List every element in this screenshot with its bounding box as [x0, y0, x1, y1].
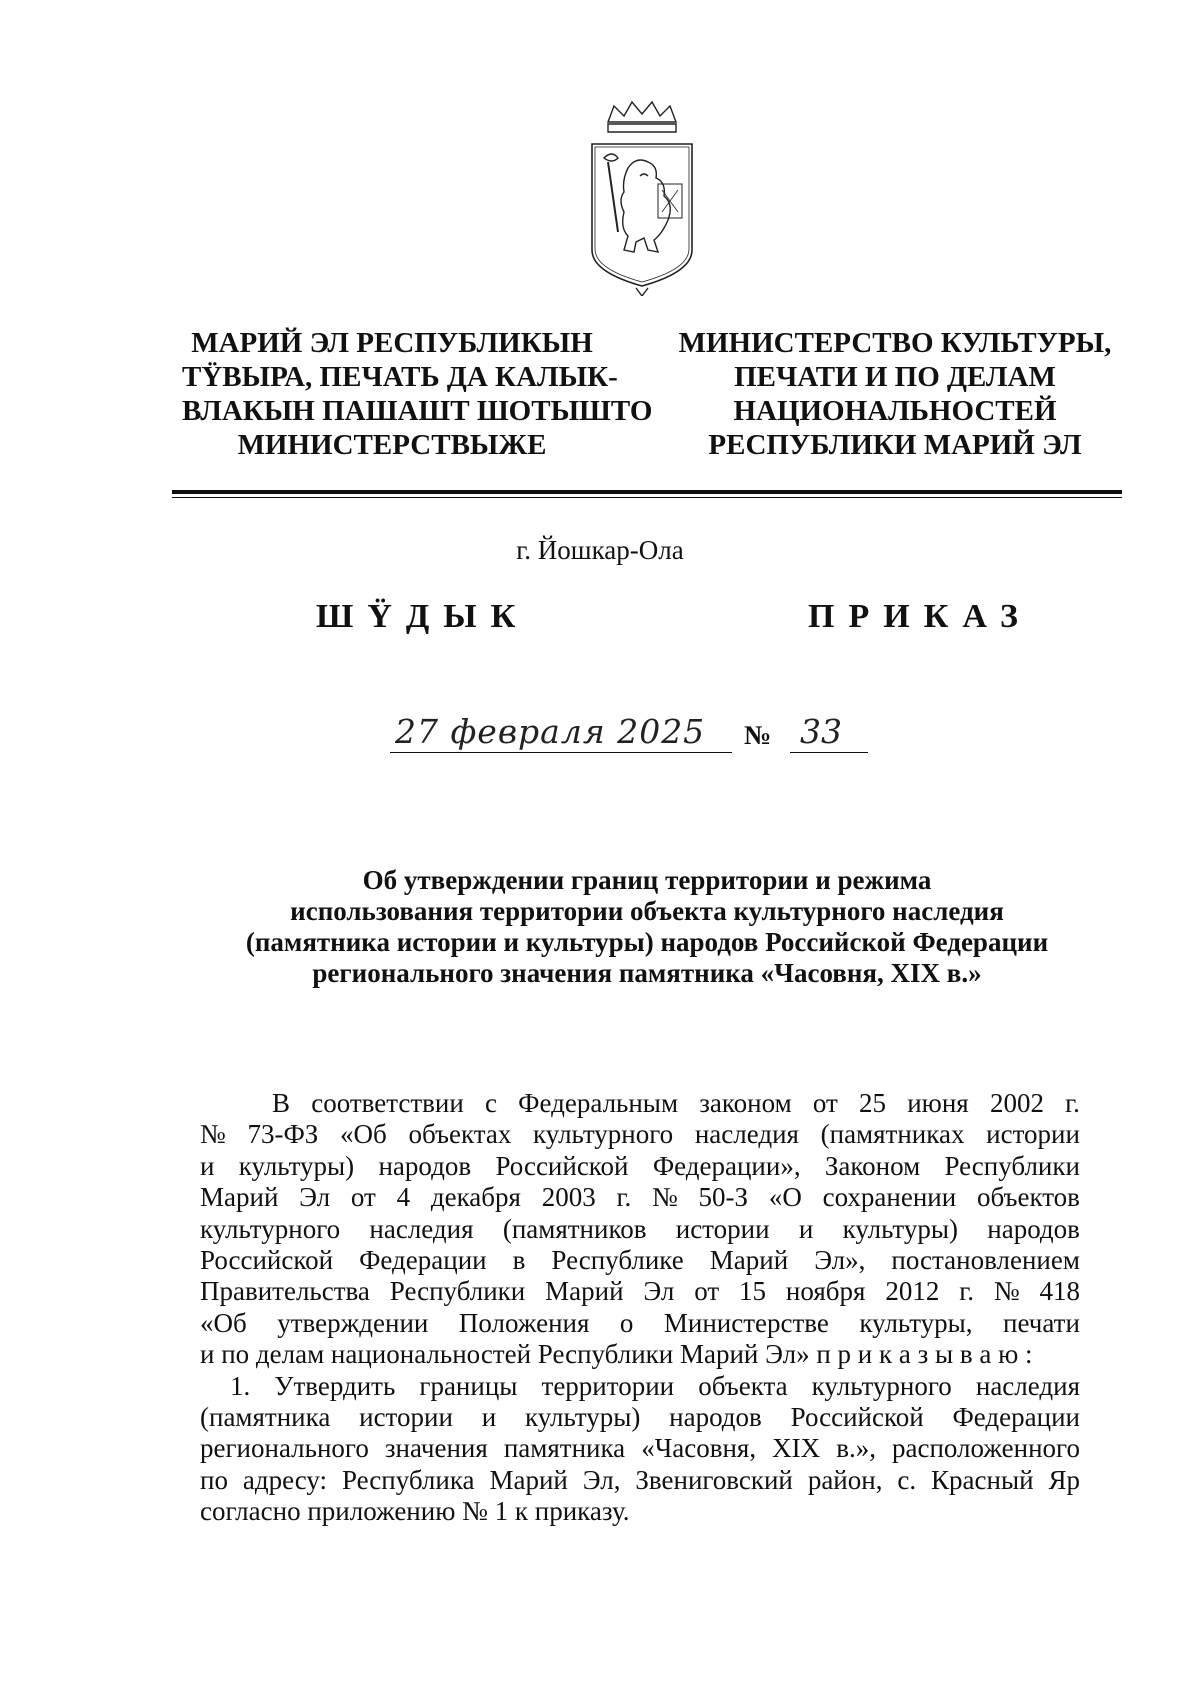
body-line: Правительства Республики Марий Эл от 15 ноября 2012 г. № 418 — [200, 1276, 1080, 1307]
header-left-line: ТŸВЫРА, ПЕЧАТЬ ДА КАЛЫК- — [182, 361, 618, 393]
title-line: Об утверждении границ территории и режима — [362, 865, 932, 895]
header-left-line: МИНИСТЕРСТВЫЖЕ — [237, 429, 547, 461]
coat-of-arms-emblem — [578, 100, 706, 296]
body-line: Российской Федерации в Республике Марий Эл», постановлением — [200, 1245, 1080, 1276]
doc-type-mari: ШŸДЫК — [316, 598, 530, 635]
body-line: 1. Утвердить границы территории объекта культурного наследия — [230, 1370, 1080, 1401]
number-sign: № — [744, 720, 772, 750]
title-line: использования территории объекта культурного наследия — [290, 896, 1004, 926]
title-line: регионального значения памятника «Часовня, XIX в.» — [312, 958, 982, 988]
ministry-name-russian — [670, 326, 1120, 462]
body-line: № 73-ФЗ «Об объектах культурного наследия (памятниках истории — [200, 1119, 1080, 1150]
number-underline — [790, 752, 868, 753]
header-divider-thick — [172, 490, 1122, 494]
doc-type-russian: ПРИКАЗ — [808, 598, 1032, 635]
ministry-name-mari — [182, 326, 653, 462]
body-line: и культуры) народов Российской Федерации», Законом Республики — [200, 1150, 1080, 1181]
header-left-line: МАРИЙ ЭЛ РЕСПУБЛИКЫН — [191, 327, 593, 359]
title-line: (памятника истории и культуры) народов Российской Федерации — [245, 927, 1049, 957]
order-title — [172, 865, 1122, 989]
handwritten-number: 33 — [800, 712, 842, 751]
body-line: «Об утверждении Положения о Министерстве культуры, печати — [200, 1307, 1080, 1338]
body-line: регионального значения памятника «Часовня, XIX в.», расположенного — [200, 1433, 1080, 1464]
date-underline — [390, 752, 732, 753]
body-line: Марий Эл от 4 декабря 2003 г. № 50-З «О сохранении объектов — [200, 1182, 1080, 1213]
header-right-line: ПЕЧАТИ И ПО ДЕЛАМ — [734, 361, 1056, 393]
order-body — [200, 1088, 1080, 1528]
body-line: и по делам национальностей Республики Марий Эл» п р и к а з ы в а ю : — [200, 1339, 1033, 1370]
body-line: В соответствии с Федеральным законом от 25 июня 2002 г. — [272, 1088, 1080, 1118]
city-name: г. Йошкар-Ола — [516, 535, 684, 565]
body-line: по адресу: Республика Марий Эл, Звениговский район, с. Красный Яр — [200, 1464, 1080, 1495]
body-line: согласно приложению № 1 к приказу. — [200, 1496, 630, 1527]
header-divider-thin — [172, 497, 1122, 498]
header-right-line: РЕСПУБЛИКИ МАРИЙ ЭЛ — [708, 429, 1082, 461]
body-line: (памятника истории и культуры) народов Российской Федерации — [200, 1402, 1080, 1433]
header-left-line: ВЛАКЫН ПАШАШТ ШОТЫШТО — [182, 395, 653, 427]
header-right-line: МИНИСТЕРСТВО КУЛЬТУРЫ, — [678, 327, 1112, 359]
handwritten-date: 27 февраля 2025 — [395, 712, 706, 751]
body-line: культурного наследия (памятников истории и культуры) народов — [200, 1213, 1080, 1244]
header-right-line: НАЦИОНАЛЬНОСТЕЙ — [733, 395, 1057, 427]
